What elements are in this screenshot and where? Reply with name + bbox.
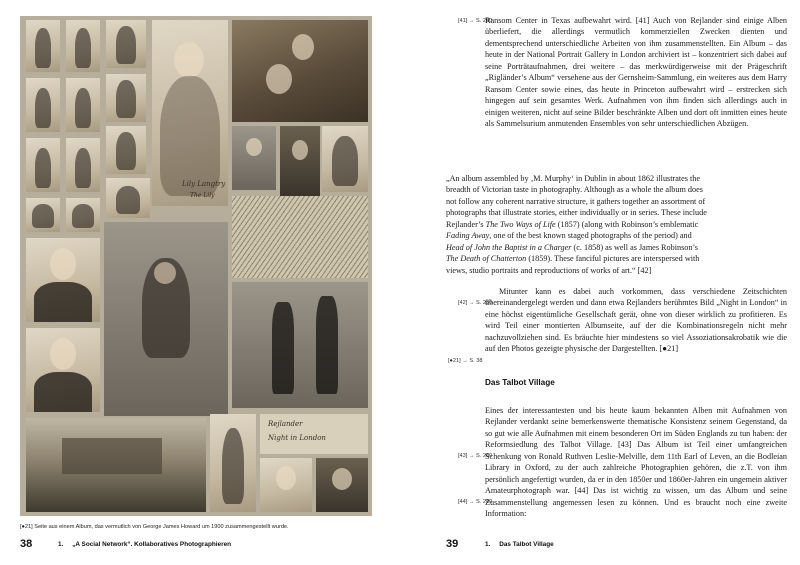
collage-photo-strongman-10 [106, 20, 146, 68]
collage-photo-night-in-london [104, 222, 228, 416]
collage-photo-strongman-7 [26, 198, 60, 232]
title-death-of-chatterton: The Death of Chatterton [446, 254, 527, 264]
title-two-ways-of-life: The Two Ways of Life [485, 219, 556, 229]
figure-caption: [●21] Seite aus einem Album, das vermutlich von George James Howard um 1900 zusammengestellt wurde. [20, 524, 289, 530]
right-page [400, 0, 800, 565]
inscription-lily: Lily Langtry [182, 180, 226, 188]
collage-photo-inscription-card [260, 414, 368, 454]
running-head-left: 1. „A Social Network“. Kollaboratives Photographieren [58, 541, 232, 548]
collage-photo-strongman-4 [66, 78, 100, 132]
collage-photo-turban-portrait [316, 458, 368, 512]
inscription-night-in-london: Night in London [268, 434, 326, 442]
collage-photo-ferns [232, 196, 368, 278]
collage-photo-man-portrait [280, 126, 320, 196]
collage-photo-madonna-painting [232, 20, 368, 122]
collage-photo-lady-portrait [152, 20, 228, 206]
collage-photo-strongman-2 [66, 20, 100, 72]
margin-ref-41[interactable]: [41] → S. 280 [458, 18, 493, 24]
collage-photo-strongman-3 [26, 78, 60, 132]
margin-ref-21[interactable]: [●21] → S. 38 [448, 358, 483, 364]
title-head-of-john: Head of John the Baptist in a Charger [446, 242, 572, 252]
collage-photo-bearded-man [260, 458, 312, 512]
collage-photo-strongman-12 [106, 126, 146, 174]
margin-ref-42[interactable]: [42] → S. 280 [458, 300, 493, 306]
inscription-the-lily: The Lily [190, 192, 215, 199]
collage-photo-gentleman-2 [26, 328, 100, 412]
title-fading-away: Fading Away [446, 231, 490, 241]
collage-photo-strongman-11 [106, 74, 146, 122]
collage-photo-strongman-8 [66, 198, 100, 232]
folio-left: 38 [20, 538, 33, 550]
paragraph-1: Ransom Center in Texas aufbewahrt wird. [41] Auch von Rejlander sind einige Alben überliefert, die allerdings vermutlich kommerziellen Zwecken dienten und dementsprechend unterschiedliche Arbeiten von ihm zusammenstellten. Ein Album – das heute in der National Portrait Gallery in London archiviert ist – konzentriert sich dabei auf seine Porträtaufnahmen, drei weitere – das merkwürdigerweise mit der Prägeschrift „Rigländer’s Album“ versehene aus der Gernsheim-Sammlung, ein weiteres aus dem Harry Ransom Center sowie eines, das heute in Princeton aufbewahrt wird – erstrecken sich hingegen auf sein gesamtes Werk. Aufnahmen von ihm finden sich allerdings auch in einigen weiteren, nicht auf seine Bilder beschränkte Alben und dort oft inmitten eines heute als Sammelsurium anmutenden Ensembles von sehr unterschiedlichen Abzügen. [485, 16, 787, 129]
paragraph-2: Mitunter kann es dabei auch vorkommen, dass verschiedene Zeitschichten übereinandergelegt werden und dann etwa Rejlanders berühmtes Bild „Night in London“ in eine höchst eigentümliche Gesellschaft gerät, ohne von dieser wirklich zu profitieren. Es wird Teil einer montierten Albumseite, auf der die Kombinationsregeln nicht mehr nachzuvollziehen sind. Es bräuchte hier mindestens so viel Assoziationsakrobatik wie die auf den Photos gezeigte physische der Dargestellten. [●21] [485, 287, 787, 354]
folio-right: 39 [446, 538, 459, 550]
paragraph-3: Eines der interessantesten und bis heute kaum bekannten Alben mit Aufnahmen von Rejlander verdankt seine bemerkenswerte thematische Konsistenz seinem Gegenstand, da so gut wie alle Aufnahmen mit einem besonderen Ort im Süden Englands zu tun haben: der Reformsiedlung des Talbot Village. [43] Das Album ist Teil einer umfangreichen Schenkung von Ronald Ruthven Leslie-Melville, dem 11th Earl of Leven, an die Bodleian Library in Oxford, zu der auch zahlreiche Photographien gehören, die z.T. von ihm persönlich angefertigt wurden, da er in den 1850er und 1860er-Jahren ein ungemein aktiver Amateurphotograph war. [44] Das ist wichtig zu wissen, um das Album und seine Zusammenstellung angemessen lesen zu können. Und es braucht noch eine zweite Information: [485, 406, 787, 519]
collage-photo-strongman-9 [106, 178, 150, 218]
collage-photo-small-portrait [232, 126, 276, 190]
section-heading: Das Talbot Village [485, 378, 555, 387]
collage-photo-policemen [232, 282, 368, 408]
collage-photo-strongman-5 [26, 138, 60, 192]
inscription-rejlander: Rejlander [268, 420, 303, 428]
margin-ref-44[interactable]: [44] → S. 280 [458, 499, 493, 505]
collage-photo-gentleman-1 [26, 238, 100, 322]
collage-photo-boy [210, 414, 256, 512]
block-quote: „An album assembled by ‚M. Murphy‘ in Dublin in about 1862 illustrates the breadth of Victorian taste in photography. Although as a whole the album does not follow any coherent narrative structure, it gathers together an assortment of photographs that illustrate stories, either individually or in series. These include Rejlander’s The Two Ways of Life (1857) (along with Robinson’s emblematic Fading Away, one of the best known staged photographs of the period) and Head of John the Baptist in a Charger (c. 1858) as well as James Robinson’s The Death of Chatterton (1859). These fanciful pictures are interspersed with views, studio portraits and reproductions of works of art.“ [42] [446, 174, 707, 275]
collage-photo-sitter [322, 126, 368, 192]
running-head-right: 1. Das Talbot Village [485, 541, 554, 548]
collage-photo-country-house [26, 418, 206, 512]
margin-ref-43[interactable]: [43] → S. 280 [458, 453, 493, 459]
collage-photo-strongman-1 [26, 20, 60, 72]
collage-photo-strongman-6 [66, 138, 100, 192]
album-page-collage [20, 16, 372, 516]
